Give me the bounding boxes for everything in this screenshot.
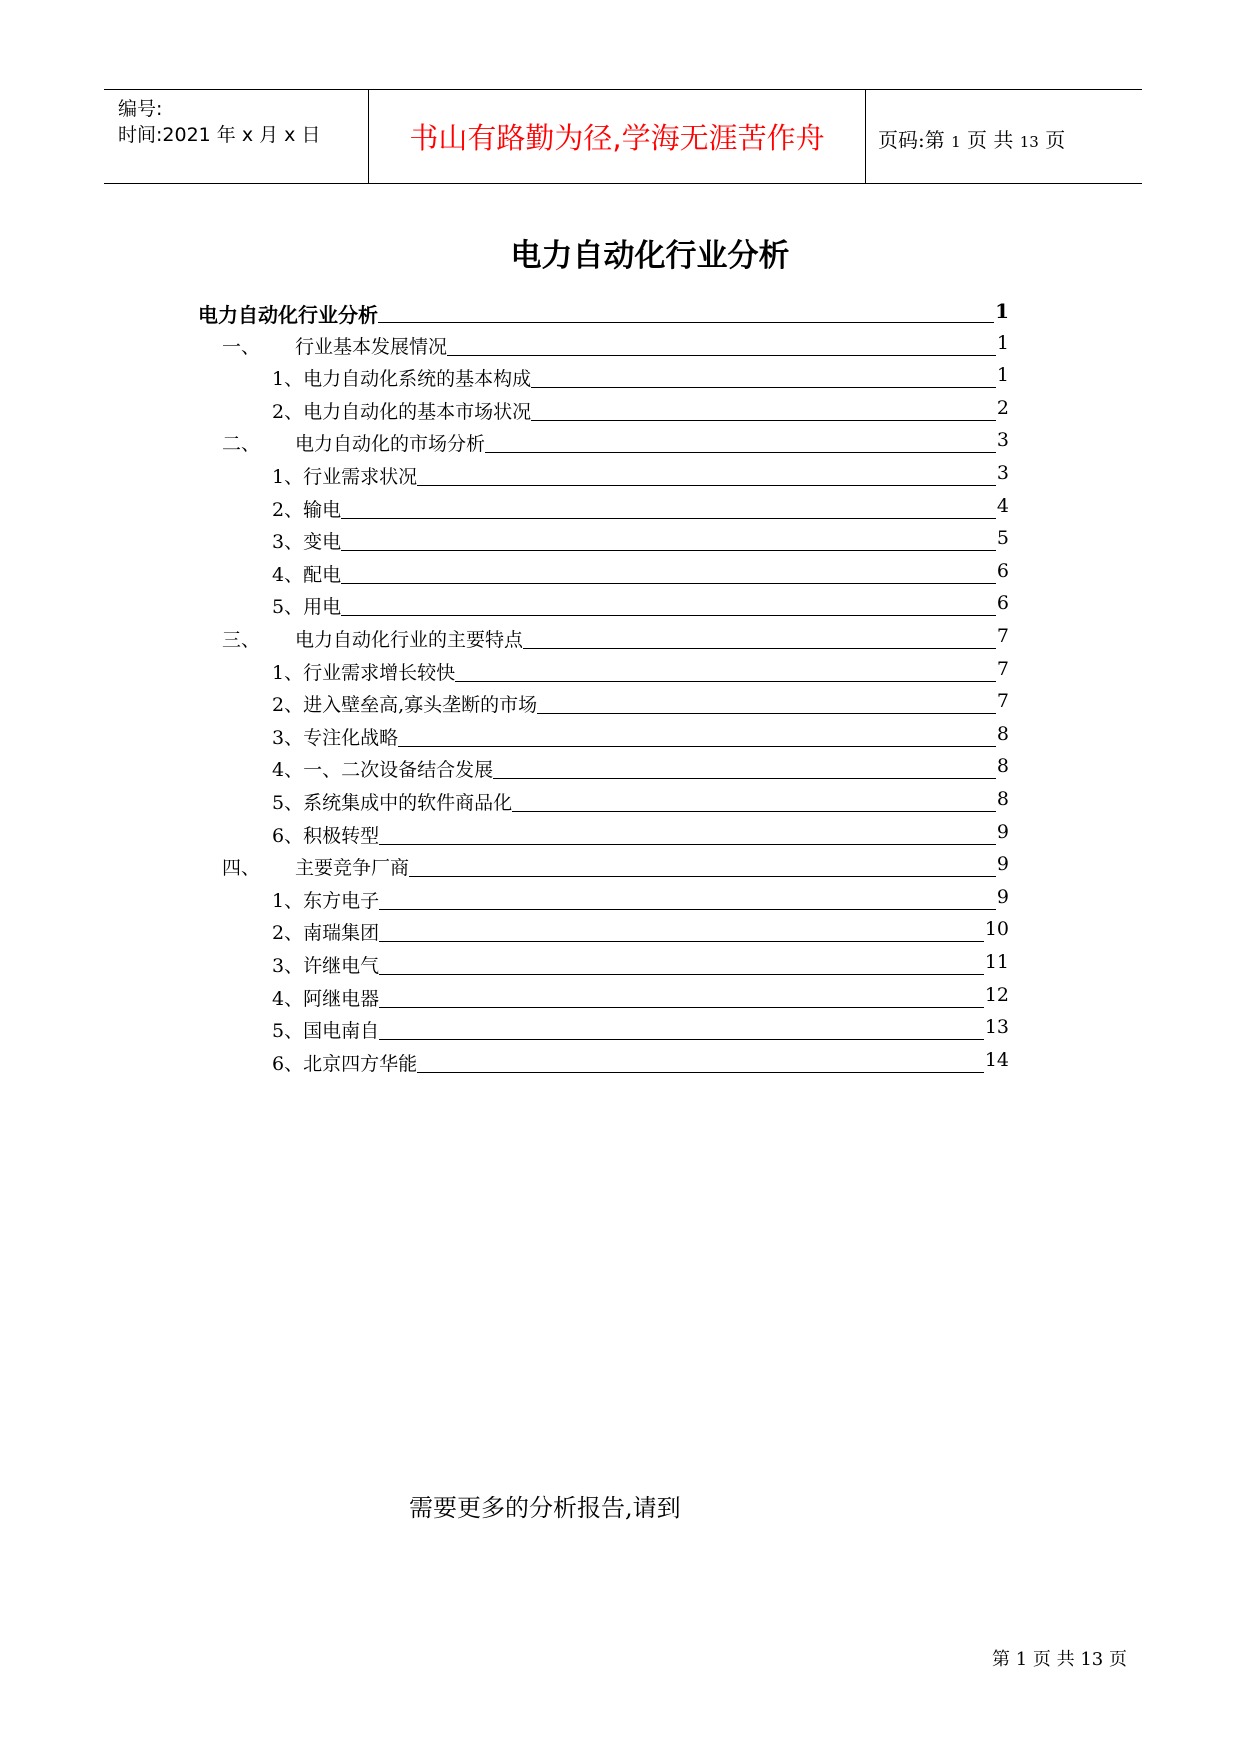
toc-entry-text: 6、北京四方华能 (272, 1052, 418, 1075)
toc-entry[interactable] (0, 362, 1241, 392)
toc-entry-text: 5、国电南自 (272, 1020, 380, 1043)
footer-current-page: 1 (1015, 1649, 1028, 1670)
toc-entry-page: 3 (996, 462, 1009, 484)
toc-entry-page: 6 (996, 592, 1009, 615)
toc-entry-text: 1、行业需求状况 (272, 466, 418, 488)
toc-entry-label (272, 723, 398, 750)
toc-entry-page: 6 (996, 559, 1009, 582)
toc-entry[interactable] (0, 884, 1241, 914)
toc-entry-label (222, 625, 523, 652)
toc-entry[interactable] (0, 1014, 1241, 1044)
toc-entry-page: 2 (996, 396, 1009, 419)
toc-leader-line (341, 583, 996, 584)
toc-entry-label (272, 1049, 417, 1076)
toc-leader-line (398, 746, 996, 747)
toc-entry-text: 3、许继电气 (272, 955, 380, 977)
toc-entry-text: 3、变电 (272, 531, 342, 554)
toc-leader-line (379, 844, 996, 845)
toc-entry-page: 8 (996, 722, 1009, 745)
toc-entry-page: 11 (984, 951, 1009, 973)
toc-entry-page: 1 (995, 299, 1009, 323)
toc-leader-line (417, 485, 996, 486)
toc-entry[interactable] (0, 297, 1241, 327)
header-page-current: 1 (951, 133, 961, 151)
toc-entry-label (272, 886, 379, 913)
document-number-label: 编号: (118, 98, 163, 120)
toc-entry-page: 7 (996, 625, 1009, 647)
toc-entry-page: 7 (996, 690, 1009, 713)
toc-entry-text: 电力自动化行业的主要特点 (295, 629, 524, 651)
footer-total-pages: 13 (1080, 1649, 1104, 1670)
toc-entry[interactable] (0, 819, 1241, 849)
toc-entry-text: 2、进入壁垒高,寡头垄断的市场 (272, 694, 538, 717)
toc-leader-line (455, 681, 996, 682)
page-footer (992, 1645, 1127, 1671)
document-header (104, 89, 1142, 184)
toc-entry-label (222, 332, 447, 359)
toc-entry-label (272, 690, 537, 717)
toc-entry-text: 1、电力自动化系统的基本构成 (272, 368, 532, 391)
toc-entry-text: 1、东方电子 (272, 889, 380, 912)
toc-entry-marker: 二、 (222, 433, 261, 456)
toc-entry-page: 14 (984, 1048, 1009, 1071)
toc-leader-line (379, 1007, 984, 1008)
header-page-prefix: 页码:第 (878, 128, 945, 152)
toc-entry-label (272, 755, 493, 782)
toc-entry[interactable] (0, 493, 1241, 523)
toc-entry-label (272, 592, 341, 619)
toc-entry-text: 1、行业需求增长较快 (272, 661, 456, 684)
toc-entry-label (272, 918, 379, 945)
toc-entry-label (272, 658, 455, 685)
toc-leader-line (409, 876, 996, 877)
footer-suffix: 页 (1109, 1649, 1127, 1670)
toc-entry-label (222, 853, 409, 880)
toc-leader-line (417, 1072, 984, 1073)
toc-leader-line (512, 811, 996, 812)
toc-leader-line (379, 909, 996, 910)
toc-entry[interactable] (0, 656, 1241, 686)
toc-entry-marker: 一、 (222, 335, 261, 358)
header-motto-cell (368, 90, 866, 183)
toc-leader-line (341, 518, 996, 519)
toc-entry-label (272, 1016, 379, 1043)
toc-entry-page: 12 (984, 983, 1009, 1006)
toc-leader-line (531, 387, 996, 388)
toc-leader-line (537, 713, 996, 714)
toc-entry[interactable] (0, 851, 1241, 881)
toc-entry[interactable] (0, 916, 1241, 946)
toc-entry-page: 9 (996, 820, 1009, 843)
toc-entry[interactable] (0, 982, 1241, 1012)
toc-entry-text: 4、一、二次设备结合发展 (272, 759, 494, 782)
toc-entry[interactable] (0, 525, 1241, 555)
toc-entry[interactable] (0, 395, 1241, 425)
toc-entry-page: 1 (996, 331, 1009, 354)
toc-entry-page: 1 (996, 364, 1009, 387)
toc-leader-line (379, 1039, 984, 1040)
toc-entry-label (272, 527, 341, 554)
toc-entry[interactable] (0, 753, 1241, 783)
toc-entry[interactable] (0, 460, 1241, 490)
toc-entry-label (272, 560, 341, 587)
toc-entry[interactable] (0, 688, 1241, 718)
toc-entry-text: 电力自动化的市场分析 (295, 433, 486, 456)
toc-entry-label (272, 788, 512, 815)
toc-entry-text: 6、积极转型 (272, 824, 380, 847)
toc-entry-label (272, 462, 417, 489)
footer-prefix: 第 (991, 1649, 1010, 1670)
toc-entry-label (272, 951, 379, 978)
toc-entry-page: 8 (996, 755, 1009, 778)
toc-entry-text: 2、输电 (272, 498, 342, 521)
toc-entry-label (272, 984, 379, 1011)
toc-entry-text: 电力自动化行业分析 (198, 303, 378, 327)
toc-leader-line (341, 615, 996, 616)
header-page-cell (865, 90, 1142, 183)
toc-entry-page: 4 (996, 494, 1009, 517)
toc-entry-page: 13 (984, 1016, 1009, 1039)
toc-entry[interactable] (0, 330, 1241, 360)
toc-entry-label (272, 821, 379, 848)
toc-leader-line (378, 322, 994, 323)
toc-entry-text: 主要竞争厂商 (295, 857, 410, 880)
toc-entry-label (198, 299, 378, 328)
toc-entry-label (272, 495, 341, 522)
toc-entry-marker: 三、 (222, 629, 261, 651)
document-title: 电力自动化行业分析 (510, 238, 790, 274)
toc-entry-text: 5、系统集成中的软件商品化 (272, 792, 513, 814)
toc-entry[interactable] (0, 786, 1241, 816)
toc-entry-marker: 四、 (222, 857, 261, 880)
toc-entry[interactable] (0, 427, 1241, 457)
toc-entry[interactable] (0, 623, 1241, 653)
toc-entry-page: 5 (996, 527, 1009, 550)
toc-entry[interactable] (0, 558, 1241, 588)
toc-leader-line (379, 974, 984, 975)
toc-entry[interactable] (0, 590, 1241, 620)
toc-entry[interactable] (0, 949, 1241, 979)
toc-entry-text: 5、用电 (272, 596, 342, 619)
footer-mid: 页 共 (1032, 1649, 1075, 1670)
more-reports-text: 需要更多的分析报告,请到 (409, 1494, 681, 1522)
toc-entry[interactable] (0, 721, 1241, 751)
toc-entry-page: 9 (996, 853, 1009, 876)
toc-entry-page: 10 (984, 918, 1009, 941)
toc-entry-text: 2、电力自动化的基本市场状况 (272, 400, 532, 423)
toc-entry-text: 行业基本发展情况 (295, 335, 448, 358)
toc-entry-text: 3、专注化战略 (272, 726, 399, 749)
toc-leader-line (341, 550, 996, 551)
header-motto: 书山有路勤为径,学海无涯苦作舟 (409, 121, 825, 155)
toc-leader-line (493, 778, 996, 779)
toc-entry-label (222, 429, 485, 456)
header-page-total: 13 (1019, 133, 1039, 151)
toc-leader-line (379, 941, 984, 942)
toc-leader-line (447, 355, 996, 356)
document-time-label: 时间:2021 年 x 月 x 日 (118, 124, 321, 146)
toc-entry-page: 8 (996, 788, 1009, 810)
header-info-cell (104, 90, 368, 183)
header-page-info (878, 124, 1065, 153)
toc-leader-line (523, 648, 996, 649)
header-page-mid: 页 共 (967, 128, 1014, 152)
toc-leader-line (485, 452, 996, 453)
toc-leader-line (531, 420, 996, 421)
toc-entry-label (272, 364, 531, 391)
toc-entry-text: 2、南瑞集团 (272, 922, 380, 945)
toc-entry-label (272, 397, 531, 424)
toc-entry-text: 4、阿继电器 (272, 987, 380, 1010)
toc-entry-page: 7 (996, 657, 1009, 680)
toc-entry-page: 9 (996, 885, 1009, 908)
toc-entry-text: 4、配电 (272, 563, 342, 586)
toc-entry-page: 3 (996, 429, 1009, 452)
toc-entry[interactable] (0, 1047, 1241, 1077)
header-page-suffix: 页 (1045, 128, 1066, 152)
